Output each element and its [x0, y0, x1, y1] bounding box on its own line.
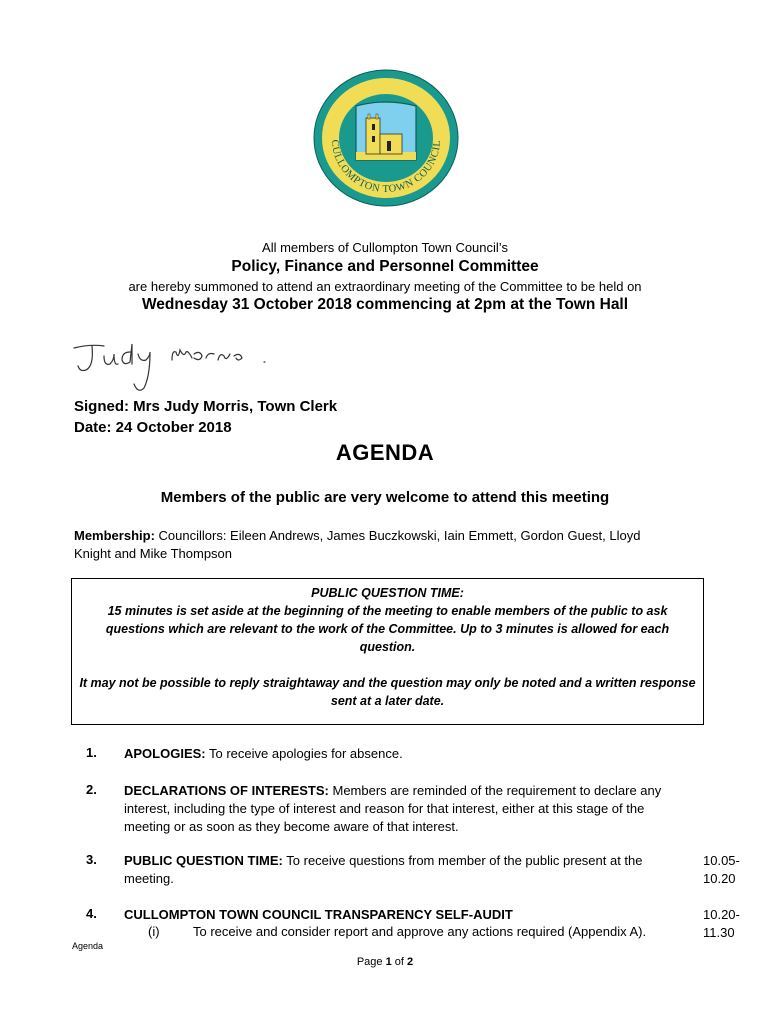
item-heading: APOLOGIES:	[124, 746, 206, 761]
item-text	[124, 852, 694, 888]
public-question-box	[71, 578, 704, 725]
signed-line: Signed: Mrs Judy Morris, Town Clerk	[74, 398, 338, 415]
item-number: 3.	[86, 852, 97, 867]
item-heading: DECLARATIONS OF INTERESTS:	[124, 783, 329, 798]
intro-line: All members of Cullompton Town Council’s	[262, 240, 508, 255]
pq-heading: PUBLIC QUESTION TIME:	[311, 586, 464, 600]
item-time: 10.20-11.30	[703, 907, 740, 940]
page-prefix: Page	[356, 956, 386, 968]
footer-doc-name: Agenda	[72, 941, 104, 951]
item-number: 1.	[86, 745, 97, 760]
item-body: Members are reminded of the requirement to declare any interest, including the type of interest and reason for that interest, either at this stage of the meeting or as soon as they become aware of that interest.	[124, 783, 662, 834]
pq-para-1: 15 minutes is set aside at the beginning of the meeting to enable members of the public to ask questions which are relevant to the work of the Committee. Up to 3 minutes is allowed for each question.	[105, 604, 670, 654]
date-line: Date: 24 October 2018	[74, 419, 232, 436]
item-text	[124, 745, 690, 763]
committee-name: Policy, Finance and Personnel Committee	[231, 258, 539, 275]
item-time: 10.05-10.20	[703, 853, 740, 886]
sub-item-text: To receive and consider report and approve any actions required (Appendix A).	[193, 924, 647, 939]
membership-list: Councillors: Eileen Andrews, James Buczkowski, Iain Emmett, Gordon Guest, Lloyd Knight and Mike Thompson	[74, 528, 641, 561]
item-text	[124, 782, 690, 836]
sub-item-number: (i)	[148, 924, 160, 939]
public-welcome: Members of the public are very welcome to attend this meeting	[160, 489, 610, 506]
item-heading: PUBLIC QUESTION TIME:	[124, 853, 283, 868]
summons-line: are hereby summoned to attend an extraordinary meeting of the Committee to be held on	[128, 279, 642, 294]
meeting-details: Wednesday 31 October 2018 commencing at 2pm at the Town Hall	[141, 296, 629, 313]
item-body: To receive apologies for absence.	[205, 746, 403, 761]
agenda-title: AGENDA	[335, 440, 435, 465]
seal-text: CULLOMPTON TOWN COUNCIL	[328, 139, 444, 196]
page-total: 2	[407, 956, 414, 968]
handwritten-signature	[68, 336, 288, 398]
membership	[74, 527, 674, 563]
council-seal-logo	[312, 68, 460, 208]
item-number: 2.	[86, 782, 97, 797]
item-number: 4.	[86, 906, 97, 921]
pq-para-2: It may not be possible to reply straightaway and the question may only be noted and a written response sent at a later date.	[79, 676, 696, 708]
page-mid: of	[391, 956, 408, 968]
membership-label: Membership:	[74, 528, 155, 543]
page-current: 1	[385, 956, 392, 968]
item-heading: CULLOMPTON TOWN COUNCIL TRANSPARENCY SELF-AUDIT	[124, 907, 513, 922]
footer-page-number	[0, 956, 770, 968]
item-text	[124, 906, 690, 924]
item-body: To receive questions from member of the public present at the meeting.	[124, 853, 643, 886]
